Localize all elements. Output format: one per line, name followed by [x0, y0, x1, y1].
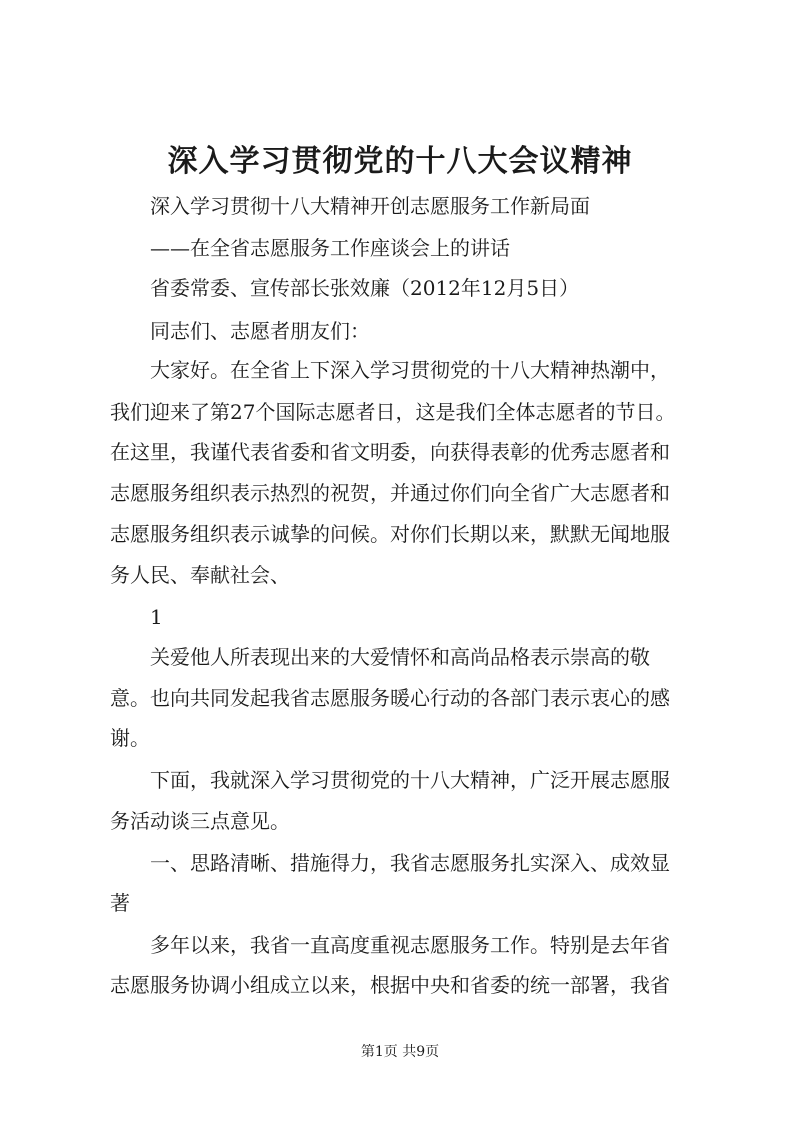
- paragraph-line: 我们迎来了第27个国际志愿者日，这是我们全体志愿者的节日。: [110, 400, 676, 424]
- paragraph-line: 志愿服务组织表示热烈的祝贺，并通过你们向全省广大志愿者和: [110, 481, 670, 505]
- sub-subtitle: ——在全省志愿服务工作座谈会上的讲话: [150, 236, 510, 260]
- paragraph-line: 志愿服务组织表示诚挚的问候。对你们长期以来，默默无闻地服: [110, 522, 670, 546]
- paragraph-line: 关爱他人所表现出来的大爱情怀和高尚品格表示崇高的敬: [150, 645, 650, 669]
- greeting: 同志们、志愿者朋友们：: [150, 319, 370, 343]
- paragraph-line: 务人民、奉献社会、: [110, 563, 290, 587]
- section-heading-line: 一、思路清晰、措施得力，我省志愿服务扎实深入、成效显: [150, 851, 670, 875]
- paragraph-line: 在这里，我谨代表省委和省文明委，向获得表彰的优秀志愿者和: [110, 440, 670, 464]
- paragraph-line: 意。也向共同发起我省志愿服务暖心行动的各部门表示衷心的感: [110, 686, 670, 710]
- byline: 省委常委、宣传部长张效廉（2012年12月5日）: [150, 276, 580, 300]
- inline-page-number: 1: [150, 605, 163, 629]
- document-title: 深入学习贯彻党的十八大会议精神: [167, 144, 633, 179]
- paragraph-line: 大家好。在全省上下深入学习贯彻党的十八大精神热潮中，: [150, 358, 670, 382]
- paragraph-line: 多年以来，我省一直高度重视志愿服务工作。特别是去年省: [150, 933, 670, 957]
- paragraph-line: 务活动谈三点意见。: [110, 809, 290, 833]
- page-footer: 第1页 共9页: [360, 1044, 440, 1060]
- section-heading-line: 著: [110, 891, 130, 915]
- paragraph-line: 志愿服务协调小组成立以来，根据中央和省委的统一部署，我省: [110, 973, 670, 997]
- paragraph-line: 谢。: [110, 726, 150, 750]
- paragraph-line: 下面，我就深入学习贯彻党的十八大精神，广泛开展志愿服: [150, 768, 670, 792]
- subtitle: 深入学习贯彻十八大精神开创志愿服务工作新局面: [150, 194, 590, 218]
